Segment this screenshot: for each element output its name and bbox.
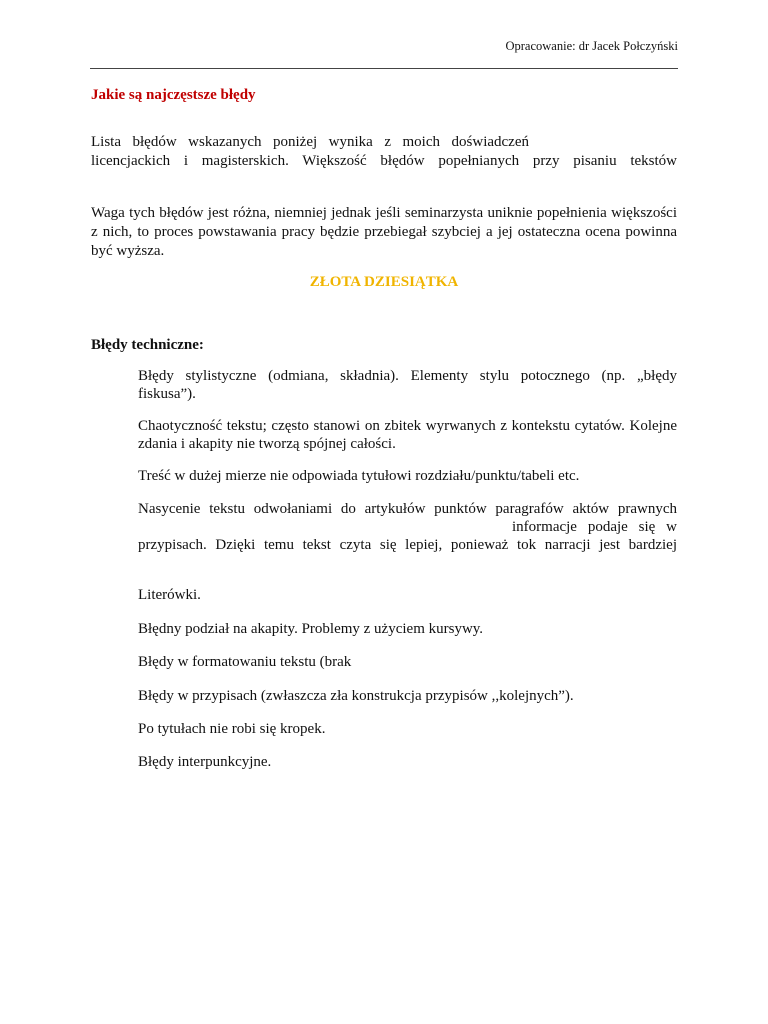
list-item <box>138 586 677 604</box>
item-9: Po tytułach nie robi się kropek. <box>138 721 326 737</box>
page-header-author: Opracowanie: dr Jacek Połczyński <box>505 39 678 53</box>
item-4-line-3: przypisach. Dzięki temu tekst czyta się lepiej, ponieważ tok narracji jest bardziej <box>138 537 677 553</box>
header-rule <box>90 68 678 69</box>
item-7: Błędy w formatowaniu tekstu (brak <box>138 654 352 670</box>
item-5: Literówki. <box>138 587 201 603</box>
list-item <box>138 653 677 671</box>
weight-paragraph: Waga tych błędów jest różna, niemniej jednak jeśli seminarzysta uniknie popełnienia większości z nich, to proces powstawania pracy będzie przebiegał szybciej a jej ostateczna ocena powinna być wyższa. <box>91 205 677 259</box>
technical-errors-heading: Błędy techniczne: <box>91 337 204 353</box>
intro-line-2: licencjackich i magisterskich. Większość błędów popełnianych przy pisaniu tekstów <box>91 153 677 169</box>
item-3: Treść w dużej mierze nie odpowiada tytułowi rozdziału/punktu/tabeli etc. <box>138 468 580 484</box>
item-2-line-1: Chaotyczność tekstu; często stanowi on zbitek wyrwanych z kontekstu cytatów. Kolejne <box>138 418 677 434</box>
list-item <box>138 417 677 453</box>
list-item <box>138 753 677 771</box>
item-8: Błędy w przypisach (zwłaszcza zła konstrukcja przypisów ,,kolejnych”). <box>138 688 574 704</box>
intro-line-1: Lista błędów wskazanych poniżej wynika z moich doświadczeń <box>91 134 529 150</box>
item-4-line-1: Nasycenie tekstu odwołaniami do artykułów punktów paragrafów aktów prawnych <box>138 501 677 517</box>
list-item <box>138 687 677 705</box>
item-2-line-2: zdania i akapity nie tworzą spójnej całości. <box>138 436 396 452</box>
list-item <box>138 467 677 485</box>
section-title: Jakie są najczęstsze błędy <box>91 87 256 103</box>
golden-ten-heading: ZŁOTA DZIESIĄTKA <box>309 274 459 290</box>
item-10: Błędy interpunkcyjne. <box>138 754 272 770</box>
list-item <box>138 720 677 738</box>
item-4-line-2: informacje podaje się w <box>512 519 677 535</box>
list-item <box>138 620 677 638</box>
item-1-line-2: fiskusa”). <box>138 386 196 402</box>
item-1-line-1: Błędy stylistyczne (odmiana, składnia). Elementy stylu potocznego (np. „błędy <box>138 368 677 384</box>
item-6: Błędny podział na akapity. Problemy z użyciem kursywy. <box>138 621 484 637</box>
list-item <box>138 367 677 403</box>
list-item <box>138 500 677 554</box>
